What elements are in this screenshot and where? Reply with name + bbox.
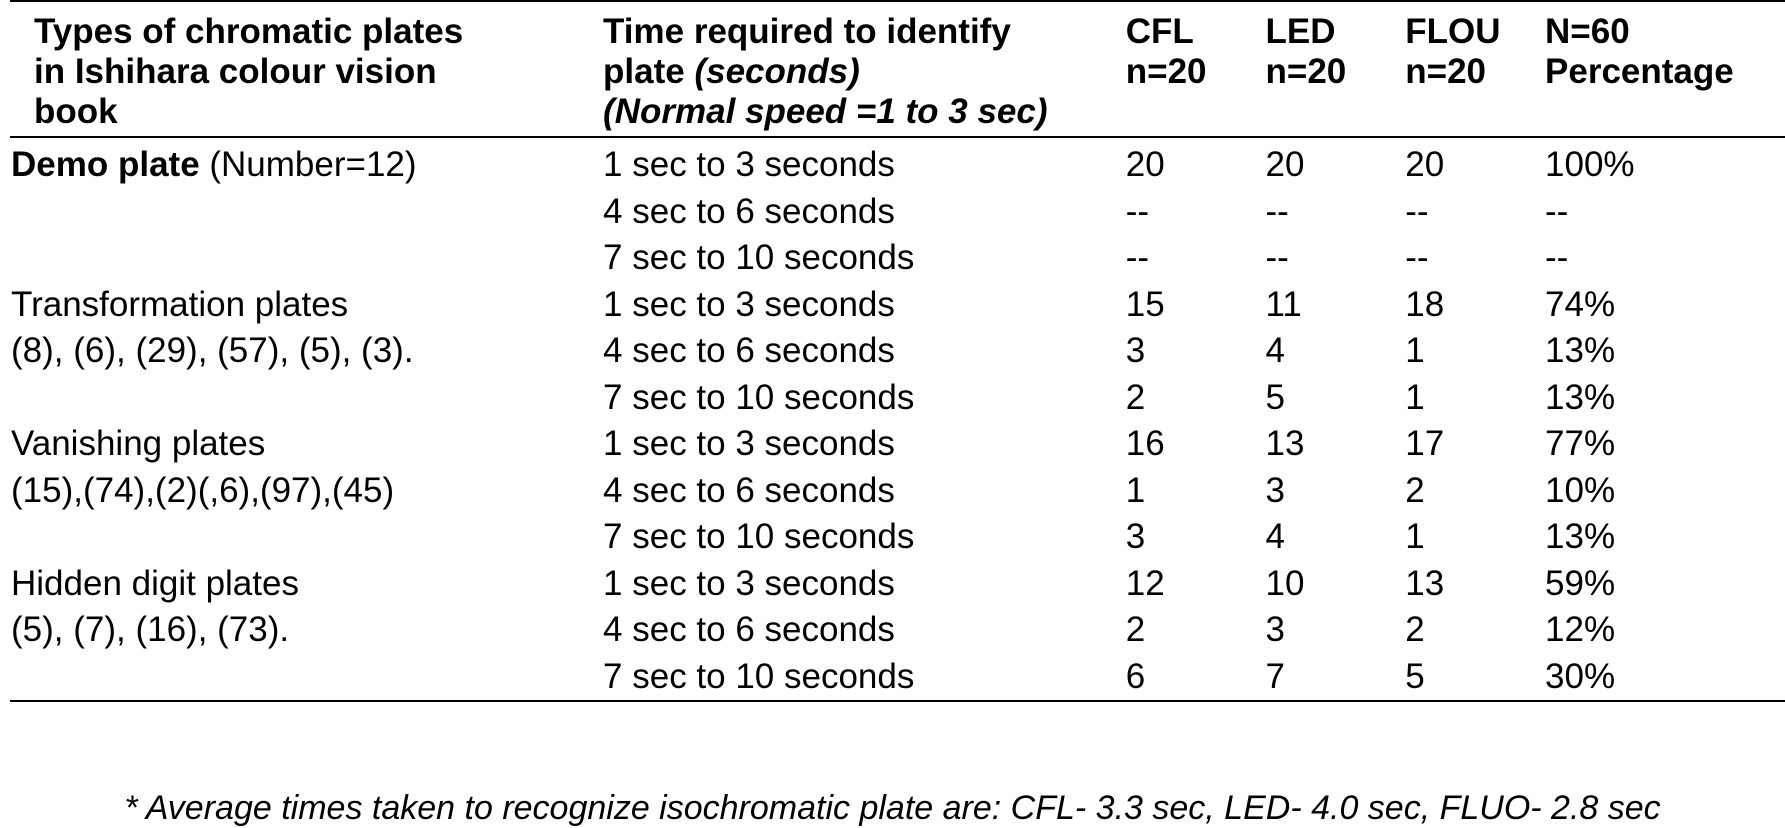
flou-cell: 2 [1405,468,1545,515]
percentage-cell: -- [1545,235,1785,282]
percentage-cell: 74% [1545,282,1785,329]
table-row [11,468,1785,515]
plate-type-title: Transformation plates [11,282,603,329]
header-plate-type-line: in Ishihara colour vision [34,52,602,92]
header-normal-speed: (Normal speed =1 to 3 sec) [603,92,1125,132]
led-cell: 3 [1265,607,1405,654]
led-cell: 7 [1265,654,1405,702]
data-table [10,0,1785,702]
led-cell: 4 [1265,328,1405,375]
header-flou-label: FLOU [1405,12,1544,52]
header-total-n: N=60 [1545,12,1785,52]
flou-cell: 17 [1405,421,1545,468]
flou-cell: -- [1405,189,1545,236]
percentage-cell: 30% [1545,654,1785,702]
table-row [11,375,1785,422]
time-cell: 4 sec to 6 seconds [603,607,1126,654]
led-cell: 20 [1265,137,1405,189]
led-cell: 10 [1265,561,1405,608]
time-cell: 1 sec to 3 seconds [603,282,1126,329]
header-cfl-n: n=20 [1126,52,1265,92]
header-percentage [1545,1,1785,137]
cfl-cell: 6 [1125,654,1265,702]
plate-type-cell [11,375,603,422]
header-time-line [603,52,1125,92]
cfl-cell: -- [1125,189,1265,236]
table-row [11,654,1785,702]
plate-type-cell [11,189,603,236]
plate-type-cell: (15),(74),(2)(,6),(97),(45) [11,468,603,515]
percentage-cell: 13% [1545,514,1785,561]
time-cell: 1 sec to 3 seconds [603,561,1126,608]
plate-type-cell [11,654,603,702]
header-plate-type-line: book [34,92,602,132]
table-row [11,189,1785,236]
led-cell: 4 [1265,514,1405,561]
header-cfl-label: CFL [1126,12,1265,52]
flou-cell: 18 [1405,282,1545,329]
time-cell: 7 sec to 10 seconds [603,514,1126,561]
led-cell: 5 [1265,375,1405,422]
cfl-cell: 3 [1125,328,1265,375]
cfl-cell: 15 [1125,282,1265,329]
time-cell: 7 sec to 10 seconds [603,375,1126,422]
header-row [11,1,1785,137]
led-cell: 11 [1265,282,1405,329]
header-time-prefix: plate [603,52,694,91]
flou-cell: 1 [1405,375,1545,422]
plate-type-title: Vanishing plates [11,421,603,468]
plate-type-title: Hidden digit plates [11,561,603,608]
flou-cell: 13 [1405,561,1545,608]
plate-type-title: Demo plate [11,145,200,184]
header-percentage-label: Percentage [1545,52,1785,92]
percentage-cell: 13% [1545,375,1785,422]
table-body [11,137,1785,701]
plate-type-cell [11,514,603,561]
led-cell: 3 [1265,468,1405,515]
table-row [11,328,1785,375]
header-flou [1405,1,1545,137]
flou-cell: 20 [1405,137,1545,189]
time-cell: 7 sec to 10 seconds [603,654,1126,702]
header-led-n: n=20 [1266,52,1405,92]
flou-cell: 1 [1405,328,1545,375]
cfl-cell: 1 [1125,468,1265,515]
percentage-cell: 77% [1545,421,1785,468]
cfl-cell: 2 [1125,607,1265,654]
plate-type-cell: (8), (6), (29), (57), (5), (3). [11,328,603,375]
time-cell: 4 sec to 6 seconds [603,468,1126,515]
table-row [11,235,1785,282]
table-row [11,561,1785,608]
header-plate-type-line: Types of chromatic plates [34,12,602,52]
percentage-cell: 13% [1545,328,1785,375]
header-time-unit: (seconds) [694,52,859,91]
time-cell: 4 sec to 6 seconds [603,189,1126,236]
percentage-cell: 59% [1545,561,1785,608]
cfl-cell: 2 [1125,375,1265,422]
header-flou-n: n=20 [1405,52,1544,92]
cfl-cell: 3 [1125,514,1265,561]
header-led-label: LED [1266,12,1405,52]
table-row [11,282,1785,329]
percentage-cell: 10% [1545,468,1785,515]
time-cell: 7 sec to 10 seconds [603,235,1126,282]
flou-cell: 5 [1405,654,1545,702]
plate-type-number: (Number=12) [200,145,417,184]
cfl-cell: 20 [1125,137,1265,189]
plate-type-cell [11,235,603,282]
cfl-cell: 12 [1125,561,1265,608]
led-cell: -- [1265,235,1405,282]
time-cell: 4 sec to 6 seconds [603,328,1126,375]
time-cell: 1 sec to 3 seconds [603,137,1126,189]
cfl-cell: -- [1125,235,1265,282]
time-cell: 1 sec to 3 seconds [603,421,1126,468]
header-led [1265,1,1405,137]
table-row [11,514,1785,561]
flou-cell: 2 [1405,607,1545,654]
flou-cell: -- [1405,235,1545,282]
flou-cell: 1 [1405,514,1545,561]
table-row [11,607,1785,654]
header-plate-type [11,1,603,137]
percentage-cell: -- [1545,189,1785,236]
cfl-cell: 16 [1125,421,1265,468]
table-footnote: * Average times taken to recognize isochromatic plate are: CFL- 3.3 sec, LED- 4.0 sec, FLUO- 2.8 sec [0,788,1785,828]
header-time-line: Time required to identify [603,12,1125,52]
led-cell: 13 [1265,421,1405,468]
plate-type-cell: (5), (7), (16), (73). [11,607,603,654]
header-cfl [1125,1,1265,137]
percentage-cell: 100% [1545,137,1785,189]
plate-type-cell [11,137,603,189]
led-cell: -- [1265,189,1405,236]
table-row [11,421,1785,468]
header-time-required [603,1,1126,137]
percentage-cell: 12% [1545,607,1785,654]
table-row [11,137,1785,189]
